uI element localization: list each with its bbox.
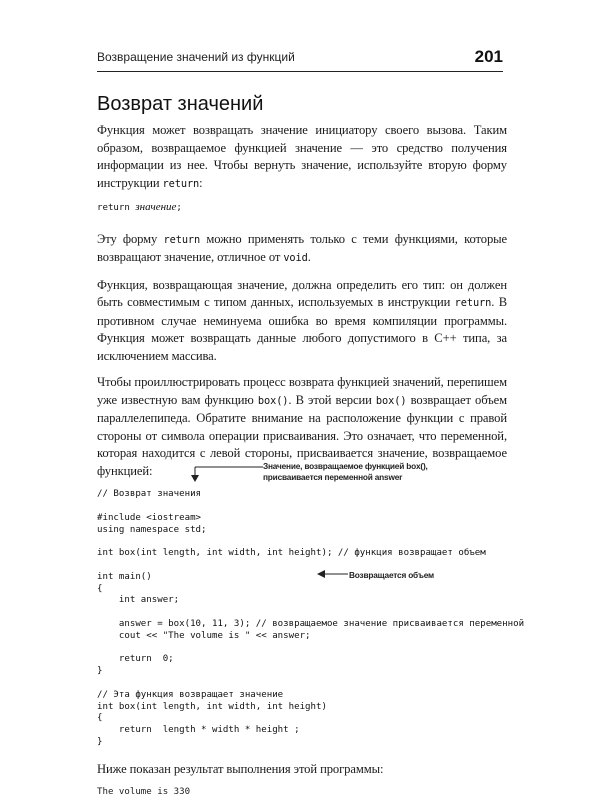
- para-text: . В этой версии: [288, 392, 376, 407]
- code-line: }: [97, 737, 103, 748]
- code-line: [97, 607, 507, 619]
- inline-code: box(): [257, 394, 289, 407]
- paragraph-return-form: [97, 231, 507, 268]
- return-syntax: [97, 202, 507, 215]
- annotation-line: Значение, возвращаемое функцией box(),: [263, 461, 428, 471]
- annotation-returns-volume: Возвращается объем: [349, 570, 434, 580]
- code-line: [97, 536, 507, 548]
- paragraph-output-intro: Ниже показан результат выполнения этой программы:: [97, 761, 384, 776]
- page-content: [97, 82, 525, 811]
- annotation-arrow-answer: [185, 460, 265, 484]
- paragraph-intro: [97, 122, 507, 193]
- annotation-line: присваивается переменной answer: [263, 472, 403, 482]
- code-line: // Эта функция возвращает значение: [97, 689, 284, 700]
- para-text: Чтобы проиллюстрировать процесс возврата функцией значений, перепишем уже известную вам функцию: [97, 375, 507, 407]
- para-text: можно применять только с теми функциями, которые возвращают значение, отличное от: [97, 231, 507, 265]
- inline-code: return: [163, 233, 201, 246]
- code-line: using namespace std;: [97, 524, 207, 535]
- running-header: [97, 45, 503, 72]
- code-line: [97, 501, 507, 513]
- code-line: int box(int length, int width, int height); // функция возвращает объем: [97, 548, 486, 559]
- code-line: return 0;: [97, 654, 174, 665]
- page-number: 201: [474, 47, 503, 66]
- code-line: // Возврат значения: [97, 489, 202, 500]
- annotation-answer: [263, 461, 428, 483]
- code-line: answer = box(10, 11, 3); // возвращаемое значение присваивается переменной: [97, 619, 525, 630]
- code-line: {: [97, 583, 103, 594]
- code-line: int box(int length, int width, int height): [97, 701, 327, 712]
- code-line: int main(): [97, 571, 152, 582]
- para-text: возвращает объем параллелепипеда. Обратите внимание на расположение функции с правой стороны от символа операции присваивания. Это означает, что переменной, которая находится с левой стороны, присваивается значение, возвращаемое функцией:: [97, 392, 508, 478]
- syntax-keyword: return: [97, 203, 130, 213]
- code-line: [97, 678, 507, 690]
- section-heading: Возврат значений: [97, 93, 264, 115]
- para-text: Функция, возвращающая значение, должна определить его тип: он должен быть совместимым с типом данных, используемых в инструкции: [97, 277, 507, 310]
- code-line: #include <iostream>: [97, 512, 202, 523]
- para-text: Эту форму: [97, 231, 164, 246]
- inline-code: box(): [375, 394, 407, 407]
- inline-code: void: [283, 252, 308, 265]
- paragraph-return-type: [97, 277, 507, 366]
- code-listing: [97, 489, 525, 749]
- inline-code: return: [454, 297, 492, 310]
- code-line: [97, 643, 507, 655]
- header-title: Возвращение значений из функций: [97, 50, 295, 64]
- code-line: int answer;: [97, 595, 180, 606]
- para-text: . В противном случае неминуема ошибка во время компиляции программы. Функция может возвращать данные любого допустимого в C++ типа, за исключением массива.: [97, 295, 508, 363]
- code-line: cout << "The volume is " << answer;: [97, 630, 311, 641]
- syntax-end: ;: [176, 203, 182, 213]
- para-text: Функция может возвращать значение инициатору своего вызова. Таким образом, возвращаемое функцией значение — это средство получения информации из нее. Чтобы вернуть значение, используйте вторую форму инструкции: [97, 123, 507, 190]
- inline-code: return: [162, 177, 200, 190]
- para-text: :: [199, 175, 203, 190]
- code-line: {: [97, 713, 103, 724]
- para-text: .: [307, 250, 311, 265]
- program-output: The volume is 330: [97, 787, 191, 798]
- code-line: [97, 560, 507, 572]
- code-line: return length * width * height ;: [97, 725, 300, 736]
- syntax-argument: значение: [135, 201, 177, 213]
- annotation-arrow-volume: [316, 568, 350, 580]
- code-line: }: [97, 666, 103, 677]
